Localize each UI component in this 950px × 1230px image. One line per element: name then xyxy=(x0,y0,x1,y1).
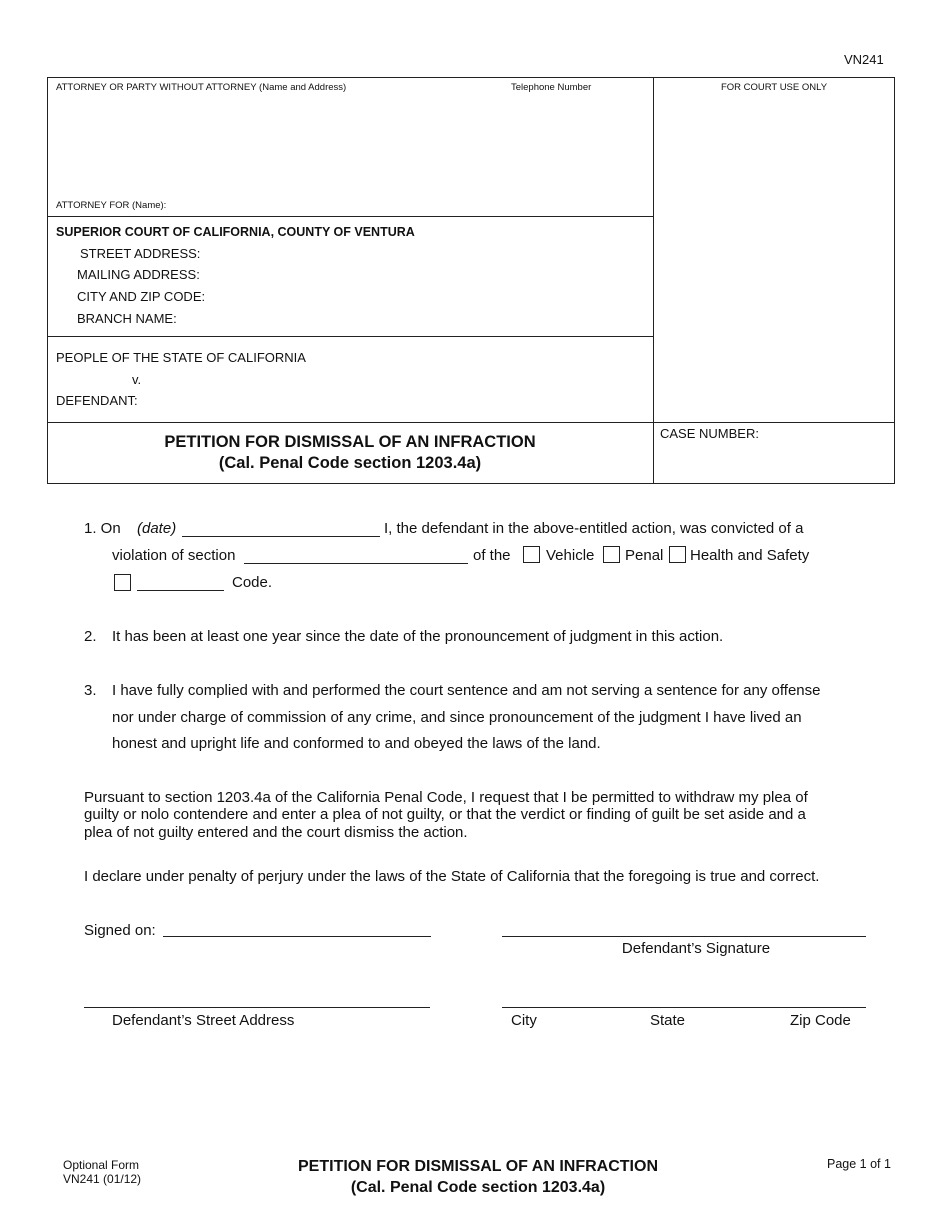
city-state-zip-field[interactable] xyxy=(502,993,866,1008)
people-label: PEOPLE OF THE STATE OF CALIFORNIA xyxy=(56,350,306,365)
declaration-text: I declare under penalty of perjury under the laws of the State of California that the foregoing is true and correct. xyxy=(84,868,820,885)
violation-label: violation of section xyxy=(112,547,236,564)
form-subtitle: (Cal. Penal Code section 1203.4a) xyxy=(218,454,482,472)
item2-number: 2. xyxy=(84,628,97,645)
penal-checkbox[interactable] xyxy=(603,546,620,563)
item2-text: It has been at least one year since the date of the pronouncement of judgment in this action. xyxy=(112,628,724,645)
footer-subtitle: (Cal. Penal Code section 1203.4a) xyxy=(350,1179,606,1196)
footer-optional-form: Optional Form xyxy=(63,1158,140,1172)
health-safety-checkbox[interactable] xyxy=(669,546,686,563)
penal-label: Penal xyxy=(625,547,664,564)
attorney-name-address-field[interactable] xyxy=(56,98,646,193)
code-label: Code. xyxy=(232,574,273,591)
item1-text: I, the defendant in the above-entitled action, was convicted of a xyxy=(384,520,804,537)
item1-date-label: (date) xyxy=(137,520,177,537)
item3-line3: honest and upright life and conformed to and obeyed the laws of the land. xyxy=(112,735,601,752)
attorney-for-label: ATTORNEY FOR (Name): xyxy=(56,200,167,211)
request-line3: plea of not guilty entered and the court dismiss the action. xyxy=(84,824,468,841)
zip-caption: Zip Code xyxy=(790,1012,851,1029)
street-address-caption: Defendant’s Street Address xyxy=(112,1012,295,1029)
versus-label: v. xyxy=(132,372,142,387)
state-caption: State xyxy=(650,1012,686,1029)
case-number-field[interactable] xyxy=(660,446,885,476)
street-address-field[interactable] xyxy=(84,993,430,1008)
item3-line1: I have fully complied with and performed the court sentence and am not serving a sentence for any offense xyxy=(112,682,821,699)
item1-number: 1. On xyxy=(84,520,121,537)
city-zip-label: CITY AND ZIP CODE: xyxy=(77,289,206,304)
of-the-label: of the xyxy=(473,547,511,564)
item3-number: 3. xyxy=(84,682,97,699)
signed-on-field[interactable] xyxy=(163,922,431,937)
form-title: PETITION FOR DISMISSAL OF AN INFRACTION xyxy=(164,433,536,451)
defendant-signature-field[interactable] xyxy=(502,922,866,937)
city-caption: City xyxy=(511,1012,537,1029)
other-code-checkbox[interactable] xyxy=(114,574,131,591)
court-use-label: FOR COURT USE ONLY xyxy=(720,82,828,93)
footer-page: Page 1 of 1 xyxy=(827,1157,891,1171)
attorney-label: ATTORNEY OR PARTY WITHOUT ATTORNEY (Name and Address) xyxy=(56,82,347,93)
case-number-label: CASE NUMBER: xyxy=(660,426,759,441)
section-field[interactable] xyxy=(244,549,468,564)
footer-title: PETITION FOR DISMISSAL OF AN INFRACTION xyxy=(298,1158,658,1175)
street-address-label: STREET ADDRESS: xyxy=(80,246,201,261)
request-line2: guilty or nolo contendere and enter a plea of not guilty, or that the verdict or finding of guilt be set aside and a xyxy=(84,806,806,823)
telephone-label: Telephone Number xyxy=(511,82,592,93)
signed-on-label: Signed on: xyxy=(84,922,156,939)
footer-form-rev: VN241 (01/12) xyxy=(63,1172,142,1186)
item3-line2: nor under charge of commission of any crime, and since pronouncement of the judgment I have lived an xyxy=(112,709,802,726)
court-name: SUPERIOR COURT OF CALIFORNIA, COUNTY OF VENTURA xyxy=(56,225,415,239)
vehicle-checkbox[interactable] xyxy=(523,546,540,563)
other-code-field[interactable] xyxy=(137,576,224,591)
form-id: VN241 xyxy=(844,52,884,67)
mailing-address-label: MAILING ADDRESS: xyxy=(77,267,200,282)
date-field[interactable] xyxy=(182,522,380,537)
request-line1: Pursuant to section 1203.4a of the California Penal Code, I request that I be permitted to withdraw my plea of xyxy=(84,789,808,806)
health-safety-label: Health and Safety xyxy=(690,547,810,564)
defendant-signature-label: Defendant’s Signature xyxy=(621,940,771,957)
branch-name-label: BRANCH NAME: xyxy=(77,311,177,326)
vehicle-label: Vehicle xyxy=(546,547,595,564)
defendant-label: DEFENDANT: xyxy=(56,393,138,408)
